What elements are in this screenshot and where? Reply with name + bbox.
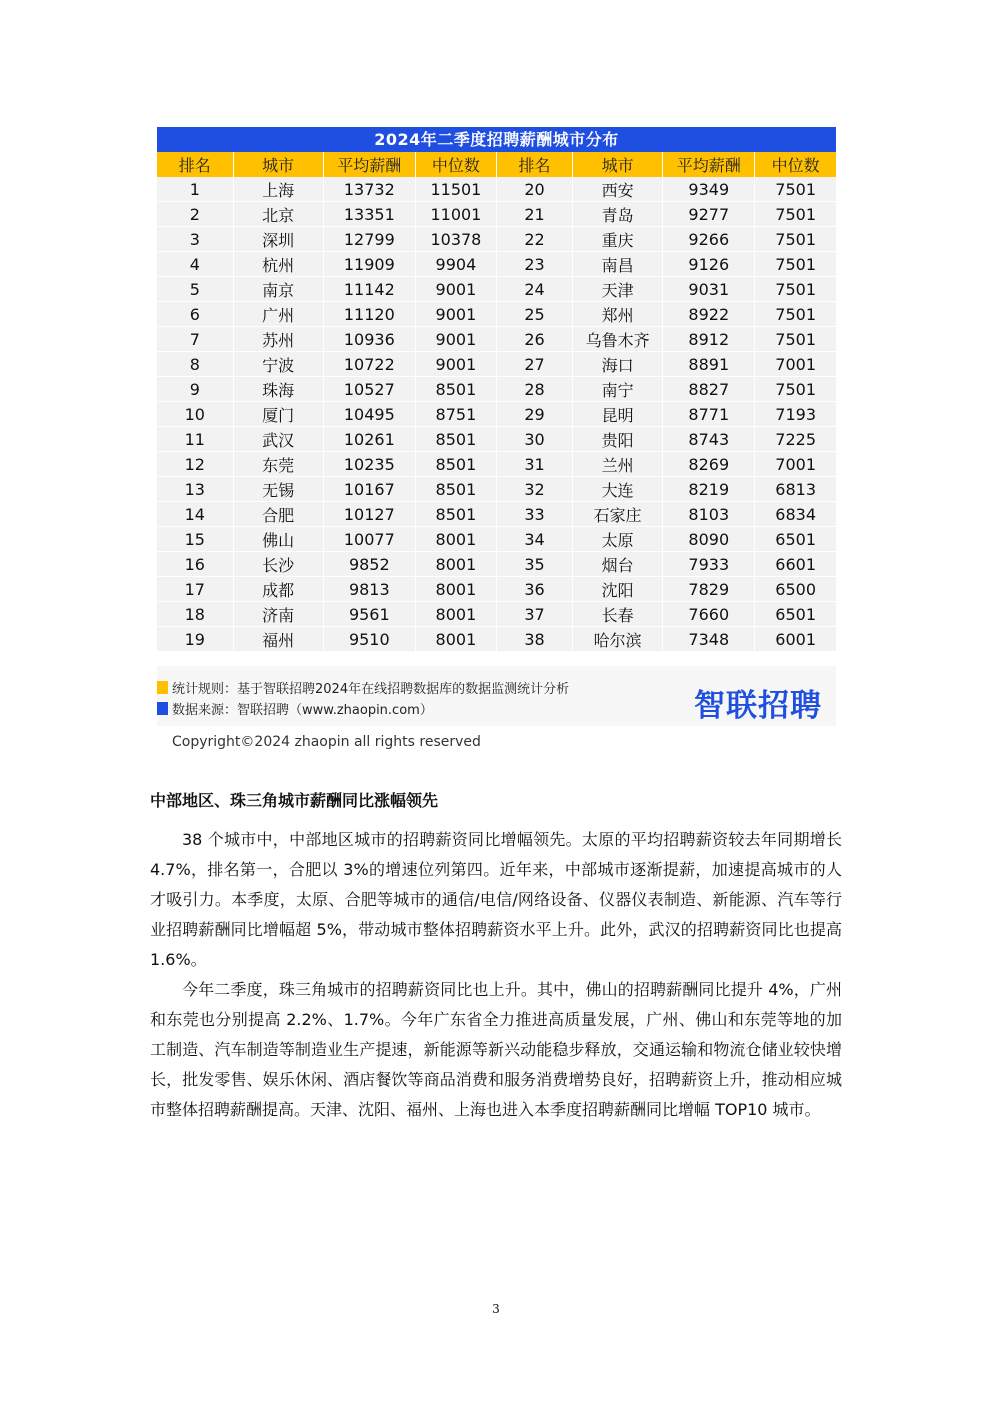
table-row [157, 477, 836, 502]
table-row [157, 252, 836, 277]
city-cell: 郑州 [573, 302, 663, 327]
median-cell: 8001 [415, 627, 496, 652]
rank-cell: 18 [157, 602, 233, 627]
rank-cell: 4 [157, 252, 233, 277]
rank-cell: 20 [496, 177, 572, 202]
table-row [157, 177, 836, 202]
header-median: 中位数 [415, 152, 496, 177]
average-salary-cell: 8827 [663, 377, 755, 402]
median-cell: 9904 [415, 252, 496, 277]
city-cell: 海口 [573, 352, 663, 377]
median-cell: 7193 [755, 402, 836, 427]
average-salary-cell: 13351 [323, 202, 415, 227]
table-row [157, 302, 836, 327]
city-cell: 哈尔滨 [573, 627, 663, 652]
salary-table [157, 152, 836, 652]
city-cell: 石家庄 [573, 502, 663, 527]
rank-cell: 17 [157, 577, 233, 602]
rank-cell: 9 [157, 377, 233, 402]
table-row [157, 327, 836, 352]
average-salary-cell: 12799 [323, 227, 415, 252]
page-number: 3 [492, 1302, 500, 1316]
average-salary-cell: 10495 [323, 402, 415, 427]
header-city: 城市 [233, 152, 323, 177]
city-cell: 济南 [233, 602, 323, 627]
zhaopin-logo: 智联招聘 [694, 688, 822, 724]
median-cell: 7501 [755, 202, 836, 227]
table-row [157, 627, 836, 652]
median-cell: 9001 [415, 352, 496, 377]
rank-cell: 24 [496, 277, 572, 302]
average-salary-cell: 8219 [663, 477, 755, 502]
rank-cell: 2 [157, 202, 233, 227]
median-cell: 11501 [415, 177, 496, 202]
rank-cell: 19 [157, 627, 233, 652]
stat-rule-text: 统计规则：基于智联招聘2024年在线招聘数据库的数据监测统计分析 [172, 682, 570, 697]
city-cell: 武汉 [233, 427, 323, 452]
average-salary-cell: 9126 [663, 252, 755, 277]
median-cell: 8001 [415, 577, 496, 602]
median-cell: 8501 [415, 427, 496, 452]
average-salary-cell: 8922 [663, 302, 755, 327]
table-row [157, 377, 836, 402]
rank-cell: 13 [157, 477, 233, 502]
city-cell: 杭州 [233, 252, 323, 277]
rank-cell: 16 [157, 552, 233, 577]
city-cell: 福州 [233, 627, 323, 652]
copyright-text: Copyright©2024 zhaopin all rights reserved [172, 734, 481, 750]
rank-cell: 25 [496, 302, 572, 327]
rank-cell: 1 [157, 177, 233, 202]
city-cell: 上海 [233, 177, 323, 202]
average-salary-cell: 11142 [323, 277, 415, 302]
blue-marker-icon [157, 702, 168, 715]
rank-cell: 27 [496, 352, 572, 377]
median-cell: 7501 [755, 302, 836, 327]
city-cell: 太原 [573, 527, 663, 552]
rank-cell: 32 [496, 477, 572, 502]
city-cell: 东莞 [233, 452, 323, 477]
city-cell: 珠海 [233, 377, 323, 402]
average-salary-cell: 8090 [663, 527, 755, 552]
median-cell: 8501 [415, 477, 496, 502]
stat-rule-note [157, 678, 569, 697]
rank-cell: 8 [157, 352, 233, 377]
city-cell: 乌鲁木齐 [573, 327, 663, 352]
average-salary-cell: 7829 [663, 577, 755, 602]
rank-cell: 34 [496, 527, 572, 552]
city-cell: 成都 [233, 577, 323, 602]
average-salary-cell: 10936 [323, 327, 415, 352]
table-row [157, 527, 836, 552]
median-cell: 8001 [415, 602, 496, 627]
average-salary-cell: 9349 [663, 177, 755, 202]
average-salary-cell: 9277 [663, 202, 755, 227]
notes-box [157, 666, 836, 726]
median-cell: 7501 [755, 177, 836, 202]
city-cell: 南昌 [573, 252, 663, 277]
median-cell: 7501 [755, 327, 836, 352]
table-header-row [157, 152, 836, 177]
rank-cell: 12 [157, 452, 233, 477]
median-cell: 7501 [755, 252, 836, 277]
average-salary-cell: 8771 [663, 402, 755, 427]
header-average-salary: 平均薪酬 [323, 152, 415, 177]
rank-cell: 26 [496, 327, 572, 352]
table-row [157, 552, 836, 577]
median-cell: 6500 [755, 577, 836, 602]
median-cell: 8501 [415, 502, 496, 527]
table-row [157, 577, 836, 602]
rank-cell: 15 [157, 527, 233, 552]
city-cell: 宁波 [233, 352, 323, 377]
header-rank: 排名 [157, 152, 233, 177]
rank-cell: 37 [496, 602, 572, 627]
average-salary-cell: 10261 [323, 427, 415, 452]
average-salary-cell: 9852 [323, 552, 415, 577]
average-salary-cell: 11120 [323, 302, 415, 327]
city-cell: 长春 [573, 602, 663, 627]
median-cell: 10378 [415, 227, 496, 252]
average-salary-cell: 9510 [323, 627, 415, 652]
city-cell: 昆明 [573, 402, 663, 427]
average-salary-cell: 8912 [663, 327, 755, 352]
paragraph: 今年二季度，珠三角城市的招聘薪资同比也上升。其中，佛山的招聘薪酬同比提升 4%，广州和东莞也分别提高 2.2%、1.7%。今年广东省全力推进高质量发展，广州、佛山和东莞等地的加工制造、汽车制造等制造业生产提速，新能源等新兴动能稳步释放，交通运输和物流仓储业较快增长，批发零售、娱乐休闲、酒店餐饮等商品消费和服务消费增势良好，招聘薪资上升，推动相应城市整体招聘薪酬提高。天津、沈阳、福州、上海也进入本季度招聘薪酬同比增幅 TOP10 城市。 [150, 980, 842, 1119]
city-cell: 西安 [573, 177, 663, 202]
average-salary-cell: 13732 [323, 177, 415, 202]
rank-cell: 30 [496, 427, 572, 452]
city-cell: 沈阳 [573, 577, 663, 602]
city-cell: 北京 [233, 202, 323, 227]
average-salary-cell: 8891 [663, 352, 755, 377]
table-row [157, 452, 836, 477]
yellow-marker-icon [157, 681, 168, 694]
median-cell: 6813 [755, 477, 836, 502]
city-cell: 佛山 [233, 527, 323, 552]
average-salary-cell: 10167 [323, 477, 415, 502]
data-source-text: 数据来源：智联招聘（www.zhaopin.com） [172, 703, 433, 718]
rank-cell: 38 [496, 627, 572, 652]
rank-cell: 23 [496, 252, 572, 277]
city-cell: 重庆 [573, 227, 663, 252]
median-cell: 8501 [415, 452, 496, 477]
rank-cell: 33 [496, 502, 572, 527]
table-row [157, 202, 836, 227]
city-cell: 天津 [573, 277, 663, 302]
data-source-note [157, 699, 433, 718]
average-salary-cell: 10722 [323, 352, 415, 377]
body-text [150, 825, 842, 1125]
city-cell: 烟台 [573, 552, 663, 577]
rank-cell: 35 [496, 552, 572, 577]
rank-cell: 10 [157, 402, 233, 427]
median-cell: 8001 [415, 527, 496, 552]
city-cell: 长沙 [233, 552, 323, 577]
average-salary-cell: 7933 [663, 552, 755, 577]
header-median: 中位数 [755, 152, 836, 177]
header-rank: 排名 [496, 152, 572, 177]
average-salary-cell: 8743 [663, 427, 755, 452]
average-salary-cell: 8103 [663, 502, 755, 527]
average-salary-cell: 9813 [323, 577, 415, 602]
city-cell: 厦门 [233, 402, 323, 427]
rank-cell: 22 [496, 227, 572, 252]
city-cell: 深圳 [233, 227, 323, 252]
city-cell: 贵阳 [573, 427, 663, 452]
city-cell: 青岛 [573, 202, 663, 227]
median-cell: 6501 [755, 602, 836, 627]
header-city: 城市 [573, 152, 663, 177]
city-cell: 无锡 [233, 477, 323, 502]
header-average-salary: 平均薪酬 [663, 152, 755, 177]
average-salary-cell: 9561 [323, 602, 415, 627]
rank-cell: 11 [157, 427, 233, 452]
table-row [157, 352, 836, 377]
average-salary-cell: 10527 [323, 377, 415, 402]
table-row [157, 227, 836, 252]
median-cell: 6501 [755, 527, 836, 552]
median-cell: 7501 [755, 227, 836, 252]
median-cell: 7001 [755, 352, 836, 377]
city-cell: 大连 [573, 477, 663, 502]
average-salary-cell: 7660 [663, 602, 755, 627]
table-row [157, 277, 836, 302]
rank-cell: 21 [496, 202, 572, 227]
average-salary-cell: 8269 [663, 452, 755, 477]
table-title: 2024年二季度招聘薪酬城市分布 [157, 127, 836, 152]
rank-cell: 28 [496, 377, 572, 402]
average-salary-cell: 10077 [323, 527, 415, 552]
city-cell: 广州 [233, 302, 323, 327]
average-salary-cell: 7348 [663, 627, 755, 652]
median-cell: 11001 [415, 202, 496, 227]
median-cell: 6601 [755, 552, 836, 577]
average-salary-cell: 10235 [323, 452, 415, 477]
average-salary-cell: 11909 [323, 252, 415, 277]
median-cell: 8001 [415, 552, 496, 577]
city-cell: 南京 [233, 277, 323, 302]
rank-cell: 14 [157, 502, 233, 527]
median-cell: 7501 [755, 277, 836, 302]
median-cell: 8751 [415, 402, 496, 427]
median-cell: 7501 [755, 377, 836, 402]
rank-cell: 31 [496, 452, 572, 477]
median-cell: 9001 [415, 277, 496, 302]
average-salary-cell: 9031 [663, 277, 755, 302]
rank-cell: 3 [157, 227, 233, 252]
city-cell: 兰州 [573, 452, 663, 477]
rank-cell: 7 [157, 327, 233, 352]
rank-cell: 29 [496, 402, 572, 427]
median-cell: 6834 [755, 502, 836, 527]
paragraph: 38 个城市中，中部地区城市的招聘薪资同比增幅领先。太原的平均招聘薪资较去年同期增长 4.7%，排名第一，合肥以 3%的增速位列第四。近年来，中部城市逐渐提薪，加速提高城市的人才吸引力。本季度，太原、合肥等城市的通信/电信/网络设备、仪器仪表制造、新能源、汽车等行业招聘薪酬同比增幅超 5%，带动城市整体招聘薪资水平上升。此外，武汉的招聘薪资同比也提高 1.6%。 [150, 830, 842, 969]
median-cell: 6001 [755, 627, 836, 652]
median-cell: 9001 [415, 302, 496, 327]
median-cell: 7225 [755, 427, 836, 452]
city-cell: 南宁 [573, 377, 663, 402]
median-cell: 7001 [755, 452, 836, 477]
table-row [157, 402, 836, 427]
city-cell: 苏州 [233, 327, 323, 352]
salary-figure [157, 127, 836, 750]
rank-cell: 5 [157, 277, 233, 302]
table-row [157, 602, 836, 627]
table-body [157, 177, 836, 652]
average-salary-cell: 10127 [323, 502, 415, 527]
city-cell: 合肥 [233, 502, 323, 527]
median-cell: 8501 [415, 377, 496, 402]
table-row [157, 427, 836, 452]
rank-cell: 6 [157, 302, 233, 327]
section-heading: 中部地区、珠三角城市薪酬同比涨幅领先 [150, 791, 439, 810]
median-cell: 9001 [415, 327, 496, 352]
rank-cell: 36 [496, 577, 572, 602]
table-row [157, 502, 836, 527]
average-salary-cell: 9266 [663, 227, 755, 252]
